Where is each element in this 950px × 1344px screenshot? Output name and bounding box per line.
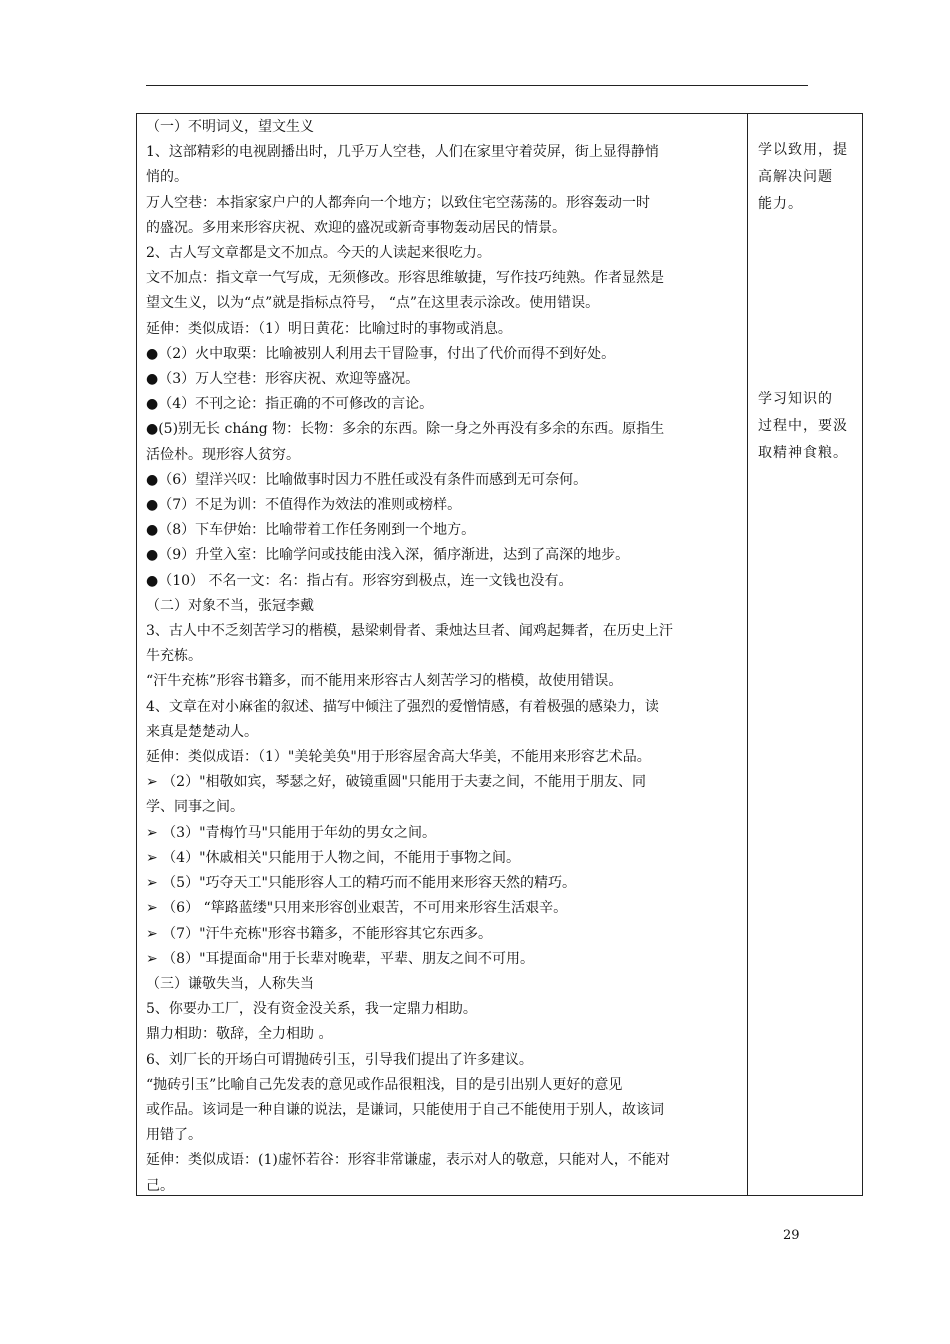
text-line: （三）谦敬失当，人称失当 xyxy=(146,975,314,992)
text-line: 或作品。该词是一种自谦的说法，是谦词，只能使用于自己不能使用于别人，故该词 xyxy=(146,1101,664,1118)
text-line: ➢ （3）"青梅竹马"只能用于年幼的男女之间。 xyxy=(146,824,436,841)
text-line: 的盛况。多用来形容庆祝、欢迎的盛况或新奇事物轰动居民的情景。 xyxy=(146,219,566,236)
text-line: ●（9）升堂入室：比喻学问或技能由浅入深，循序渐进，达到了高深的地步。 xyxy=(146,547,630,564)
text-line: 延伸：类似成语：（1）"美轮美奂"用于形容屋舍高大华美，不能用来形容艺术品。 xyxy=(146,749,651,766)
side-note-line: 学习知识的 xyxy=(758,391,833,407)
lesson-table xyxy=(136,113,863,1196)
side-note xyxy=(758,137,856,218)
content-column xyxy=(137,114,748,1195)
text-line: （二）对象不当，张冠李戴 xyxy=(146,597,314,614)
text-line: 6、刘厂长的开场白可谓抛砖引玉，引导我们提出了许多建议。 xyxy=(146,1051,533,1068)
text-line: 3、古人中不乏刻苦学习的楷模，悬梁刺骨者、秉烛达旦者、闻鸡起舞者，在历史上汗 xyxy=(146,623,673,640)
text-line: “汗牛充栋”形容书籍多，而不能用来形容古人刻苦学习的楷模，故使用错误。 xyxy=(146,673,623,690)
side-note-line: 学以致用，提 xyxy=(758,142,848,158)
text-line: 己。 xyxy=(146,1177,174,1194)
text-line: 望文生义，以为“点”就是指标点符号， “点”在这里表示涂改。使用错误。 xyxy=(146,295,600,312)
text-line: 1、这部精彩的电视剧播出时，几乎万人空巷，人们在家里守着荧屏，街上显得静悄 xyxy=(146,144,659,161)
text-line: ●（8）下车伊始：比喻带着工作任务刚到一个地方。 xyxy=(146,522,476,539)
text-line: ➢ （6） “筚路蓝缕"只用来形容创业艰苦，不可用来形容生活艰辛。 xyxy=(146,900,568,917)
text-line: 延伸：类似成语：(1)虚怀若谷：形容非常谦虚，表示对人的敬意，只能对人，不能对 xyxy=(146,1152,670,1169)
text-line: 5、你要办工厂，没有资金没关系，我一定鼎力相助。 xyxy=(146,1001,477,1018)
side-note-line: 取精神食粮。 xyxy=(758,445,848,461)
text-line: ➢ （7）"汗牛充栋"形容书籍多，不能形容其它东西多。 xyxy=(146,925,492,942)
text-line: ➢ （8）"耳提面命"用于长辈对晚辈，平辈、朋友之间不可用。 xyxy=(146,950,534,967)
text-line: ●（2）火中取栗：比喻被别人利用去干冒险事，付出了代价而得不到好处。 xyxy=(146,345,616,362)
text-line: ●（4）不刊之论：指正确的不可修改的言论。 xyxy=(146,396,434,413)
text-line: ●（7）不足为训：不值得作为效法的准则或榜样。 xyxy=(146,497,462,514)
text-line: ➢ （2）"相敬如宾，琴瑟之好，破镜重圆"只能用于夫妻之间，不能用于朋友、同 xyxy=(146,774,646,791)
side-note-line: 过程中，要汲 xyxy=(758,418,848,434)
text-line: 学、同事之间。 xyxy=(146,799,244,816)
text-line: 延伸：类似成语：（1）明日黄花：比喻过时的事物或消息。 xyxy=(146,320,512,337)
text-line: 万人空巷：本指家家户户的人都奔向一个地方；以致住宅空荡荡的。形容轰动一时 xyxy=(146,194,650,211)
text-line: ➢ （4）"休戚相关"只能用于人物之间，不能用于事物之间。 xyxy=(146,849,520,866)
text-line: ●（3）万人空巷：形容庆祝、欢迎等盛况。 xyxy=(146,371,420,388)
text-line: （一）不明词义，望文生义 xyxy=(146,119,314,135)
text-line: 牛充栋。 xyxy=(146,648,202,665)
side-note-line: 高解决问题 xyxy=(758,169,833,185)
text-line: 来真是楚楚动人。 xyxy=(146,723,258,740)
text-line: 用错了。 xyxy=(146,1127,202,1144)
text-line: 2、古人写文章都是文不加点。今天的人读起来很吃力。 xyxy=(146,245,491,262)
side-note xyxy=(758,386,856,467)
text-line: “抛砖引玉”比喻自己先发表的意见或作品很粗浅，目的是引出别人更好的意见 xyxy=(146,1076,623,1093)
text-line: 文不加点：指文章一气写成，无须修改。形容思维敏捷，写作技巧纯熟。作者显然是 xyxy=(146,270,664,287)
text-line: 活俭朴。现形容人贫穷。 xyxy=(146,446,300,463)
text-line: ●（10） 不名一文：名：指占有。形容穷到极点，连一文钱也没有。 xyxy=(146,572,573,589)
header-rule xyxy=(146,85,808,86)
text-line: 悄的。 xyxy=(146,169,188,186)
text-line: 鼎力相助：敬辞，全力相助 。 xyxy=(146,1026,333,1043)
page-number: 29 xyxy=(783,1228,800,1243)
text-line: ●（6）望洋兴叹：比喻做事时因力不胜任或没有条件而感到无可奈何。 xyxy=(146,471,588,488)
side-note-line: 能力。 xyxy=(758,196,803,212)
text-line: ➢ （5）"巧夺天工"只能形容人工的精巧而不能用来形容天然的精巧。 xyxy=(146,875,576,892)
text-line: 4、文章在对小麻雀的叙述、描写中倾注了强烈的爱憎情感，有着极强的感染力，读 xyxy=(146,698,659,715)
notes-column xyxy=(748,114,862,1195)
text-line: ●(5)别无长 cháng 物：长物：多余的东西。除一身之外再没有多余的东西。原指生 xyxy=(146,421,665,438)
